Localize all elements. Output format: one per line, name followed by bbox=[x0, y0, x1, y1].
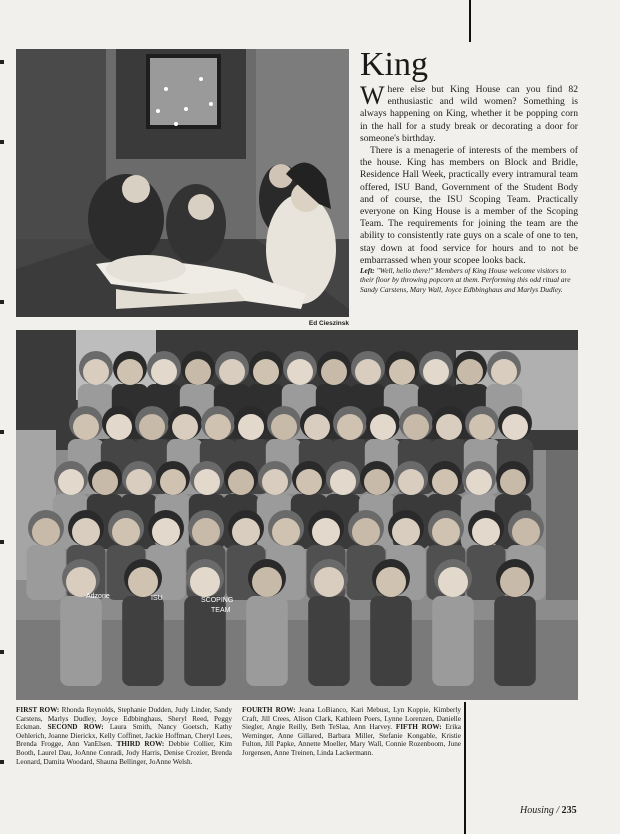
page-footer bbox=[520, 805, 577, 816]
row-label-4: FOURTH ROW: bbox=[242, 706, 296, 714]
shirt-text-3: SCOPING bbox=[201, 597, 234, 604]
story-text bbox=[360, 81, 578, 267]
caption-text: "Well, hello there!" Members of King House welcome visitors to their floor by throwing popcorn at them. Performing this odd ritual are Sandy Carstens, Mary Wall, Joyce Edbbinghaus and Marlys Dudley. bbox=[360, 266, 571, 294]
shirt-text-4: TEAM bbox=[211, 607, 231, 614]
registration-marks bbox=[0, 0, 4, 834]
row-label-3: THIRD ROW: bbox=[116, 740, 165, 749]
hallway-photo bbox=[16, 49, 349, 317]
identification-right bbox=[242, 706, 461, 758]
drop-cap: W bbox=[360, 81, 385, 110]
photo-credit: Ed Cieszinsk bbox=[308, 320, 349, 327]
row-names-5: Erika Werninger, Anne Gillared, Barbara Miller, Stefanie Kongable, Kristie Fulton, Jill Papke, Annette Moeller, Mary Wall, Connie Rozenboom, June Jorgensen, Anne Treinen, Linda Lackermann. bbox=[242, 723, 462, 757]
page-number: 235 bbox=[561, 805, 577, 816]
shirt-text-1: Adzone bbox=[86, 593, 110, 600]
bottom-rule bbox=[464, 702, 466, 834]
caption-label: Left: bbox=[360, 266, 375, 275]
row-names-1: Rhonda Reynolds, Stephanie Dudden, Judy Linder, Sandy Carstens, Marlys Dudley, Joyce Edbbinghaus, Sheryl Reed, Peggy Eckman. bbox=[16, 706, 232, 732]
row-label-2: SECOND ROW: bbox=[47, 723, 104, 732]
row-names-2: Laura Smith, Nancy Goetsch, Kathy Oehlerich, Joanne Dierickx, Kelly Coffinet, Jackie Hoffman, Cheryl Lees, Brenda Frogge, Ann VanElsen. bbox=[16, 723, 232, 749]
photo-caption bbox=[360, 266, 578, 294]
shirt-text-2: ISU bbox=[151, 595, 163, 602]
identification-left bbox=[16, 706, 232, 766]
group-photo bbox=[16, 330, 578, 700]
row-label-1: FIRST ROW: bbox=[16, 706, 60, 714]
story-paragraph-2: There is a menagerie of interests of the members of the house. King has members on Block and Bridle, Residence Hall Week, practically every intramural team offered, ISU Band, Government of the Student Body and of course, the ISU Scoping Team. Practically everyone on King House is a member of the Scoping Team. The requirements for joining the team are the ability to consistently rate guys on a scale of one to ten, stay down at food service for hours and to not be embarrassed when your scopee looks back. bbox=[360, 145, 578, 266]
row-names-4: Jeana LoBianco, Kari Mebust, Lyn Koppie, Kimberly Craft, Jill Crees, Alison Clark, Kathleen Poers, Lynne Lorenzen, Danielle Siegler, Angie Reilly, Beth TeSlaa, Ann Harvey. bbox=[242, 706, 461, 732]
row-label-5: FIFTH ROW: bbox=[395, 723, 442, 732]
page-title: King bbox=[360, 46, 428, 83]
footer-section: Housing / bbox=[520, 805, 560, 816]
row-names-3: Debbie Collier, Kim Booth, Laurel Dau, JoAnne Conradi, Jody Harris, Denise Crozier, Brenda Leonard, Damita Woodard, Shauna Bellinger, JoAnne Welsh. bbox=[16, 740, 232, 766]
story-paragraph-1: Where else but King House can you find 82 enthusiastic and wild women? Something is always happening on King, whether it be popping corn in the hall for a study break or decorating a door for someone's birthday. bbox=[360, 81, 578, 144]
top-rule bbox=[469, 0, 471, 42]
